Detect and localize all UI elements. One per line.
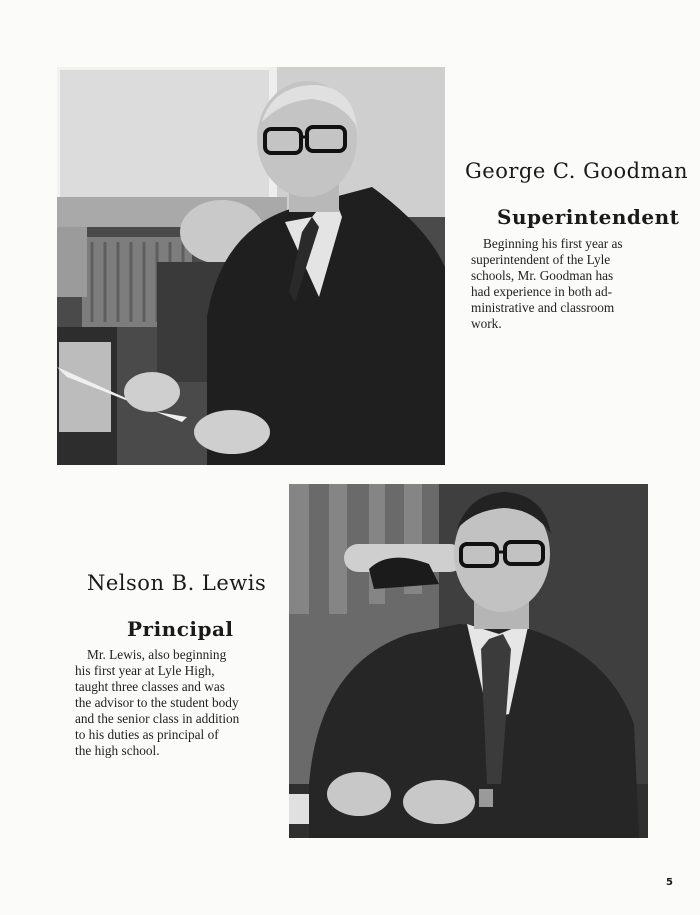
goodman-title: Superintendent	[497, 205, 680, 229]
goodman-portrait-illustration	[57, 67, 445, 465]
bio-line: superintendent of the Lyle	[471, 252, 611, 267]
goodman-portrait-photo	[57, 67, 445, 465]
bio-line: Beginning his first year as	[483, 236, 623, 251]
goodman-bio	[471, 236, 661, 332]
lewis-portrait-illustration	[289, 484, 648, 838]
goodman-name: George C. Goodman	[465, 159, 689, 183]
lewis-portrait-photo	[289, 484, 648, 838]
bio-line: ministrative and classroom	[471, 300, 615, 315]
bio-line: the high school.	[75, 743, 160, 758]
bio-line: schools, Mr. Goodman has	[471, 268, 614, 283]
page-number: 5	[666, 877, 673, 888]
lewis-name: Nelson B. Lewis	[87, 571, 267, 595]
bio-line: and the senior class in addition	[75, 711, 240, 726]
bio-line: to his duties as principal of	[75, 727, 219, 742]
bio-line: work.	[471, 316, 502, 331]
bio-line: his first year at Lyle High,	[75, 663, 215, 678]
bio-line: taught three classes and was	[75, 679, 225, 694]
lewis-title: Principal	[127, 617, 234, 641]
lewis-bio	[75, 647, 280, 759]
bio-line: the advisor to the student body	[75, 695, 239, 710]
bio-line: had experience in both ad-	[471, 284, 613, 299]
bio-line: Mr. Lewis, also beginning	[87, 647, 227, 662]
